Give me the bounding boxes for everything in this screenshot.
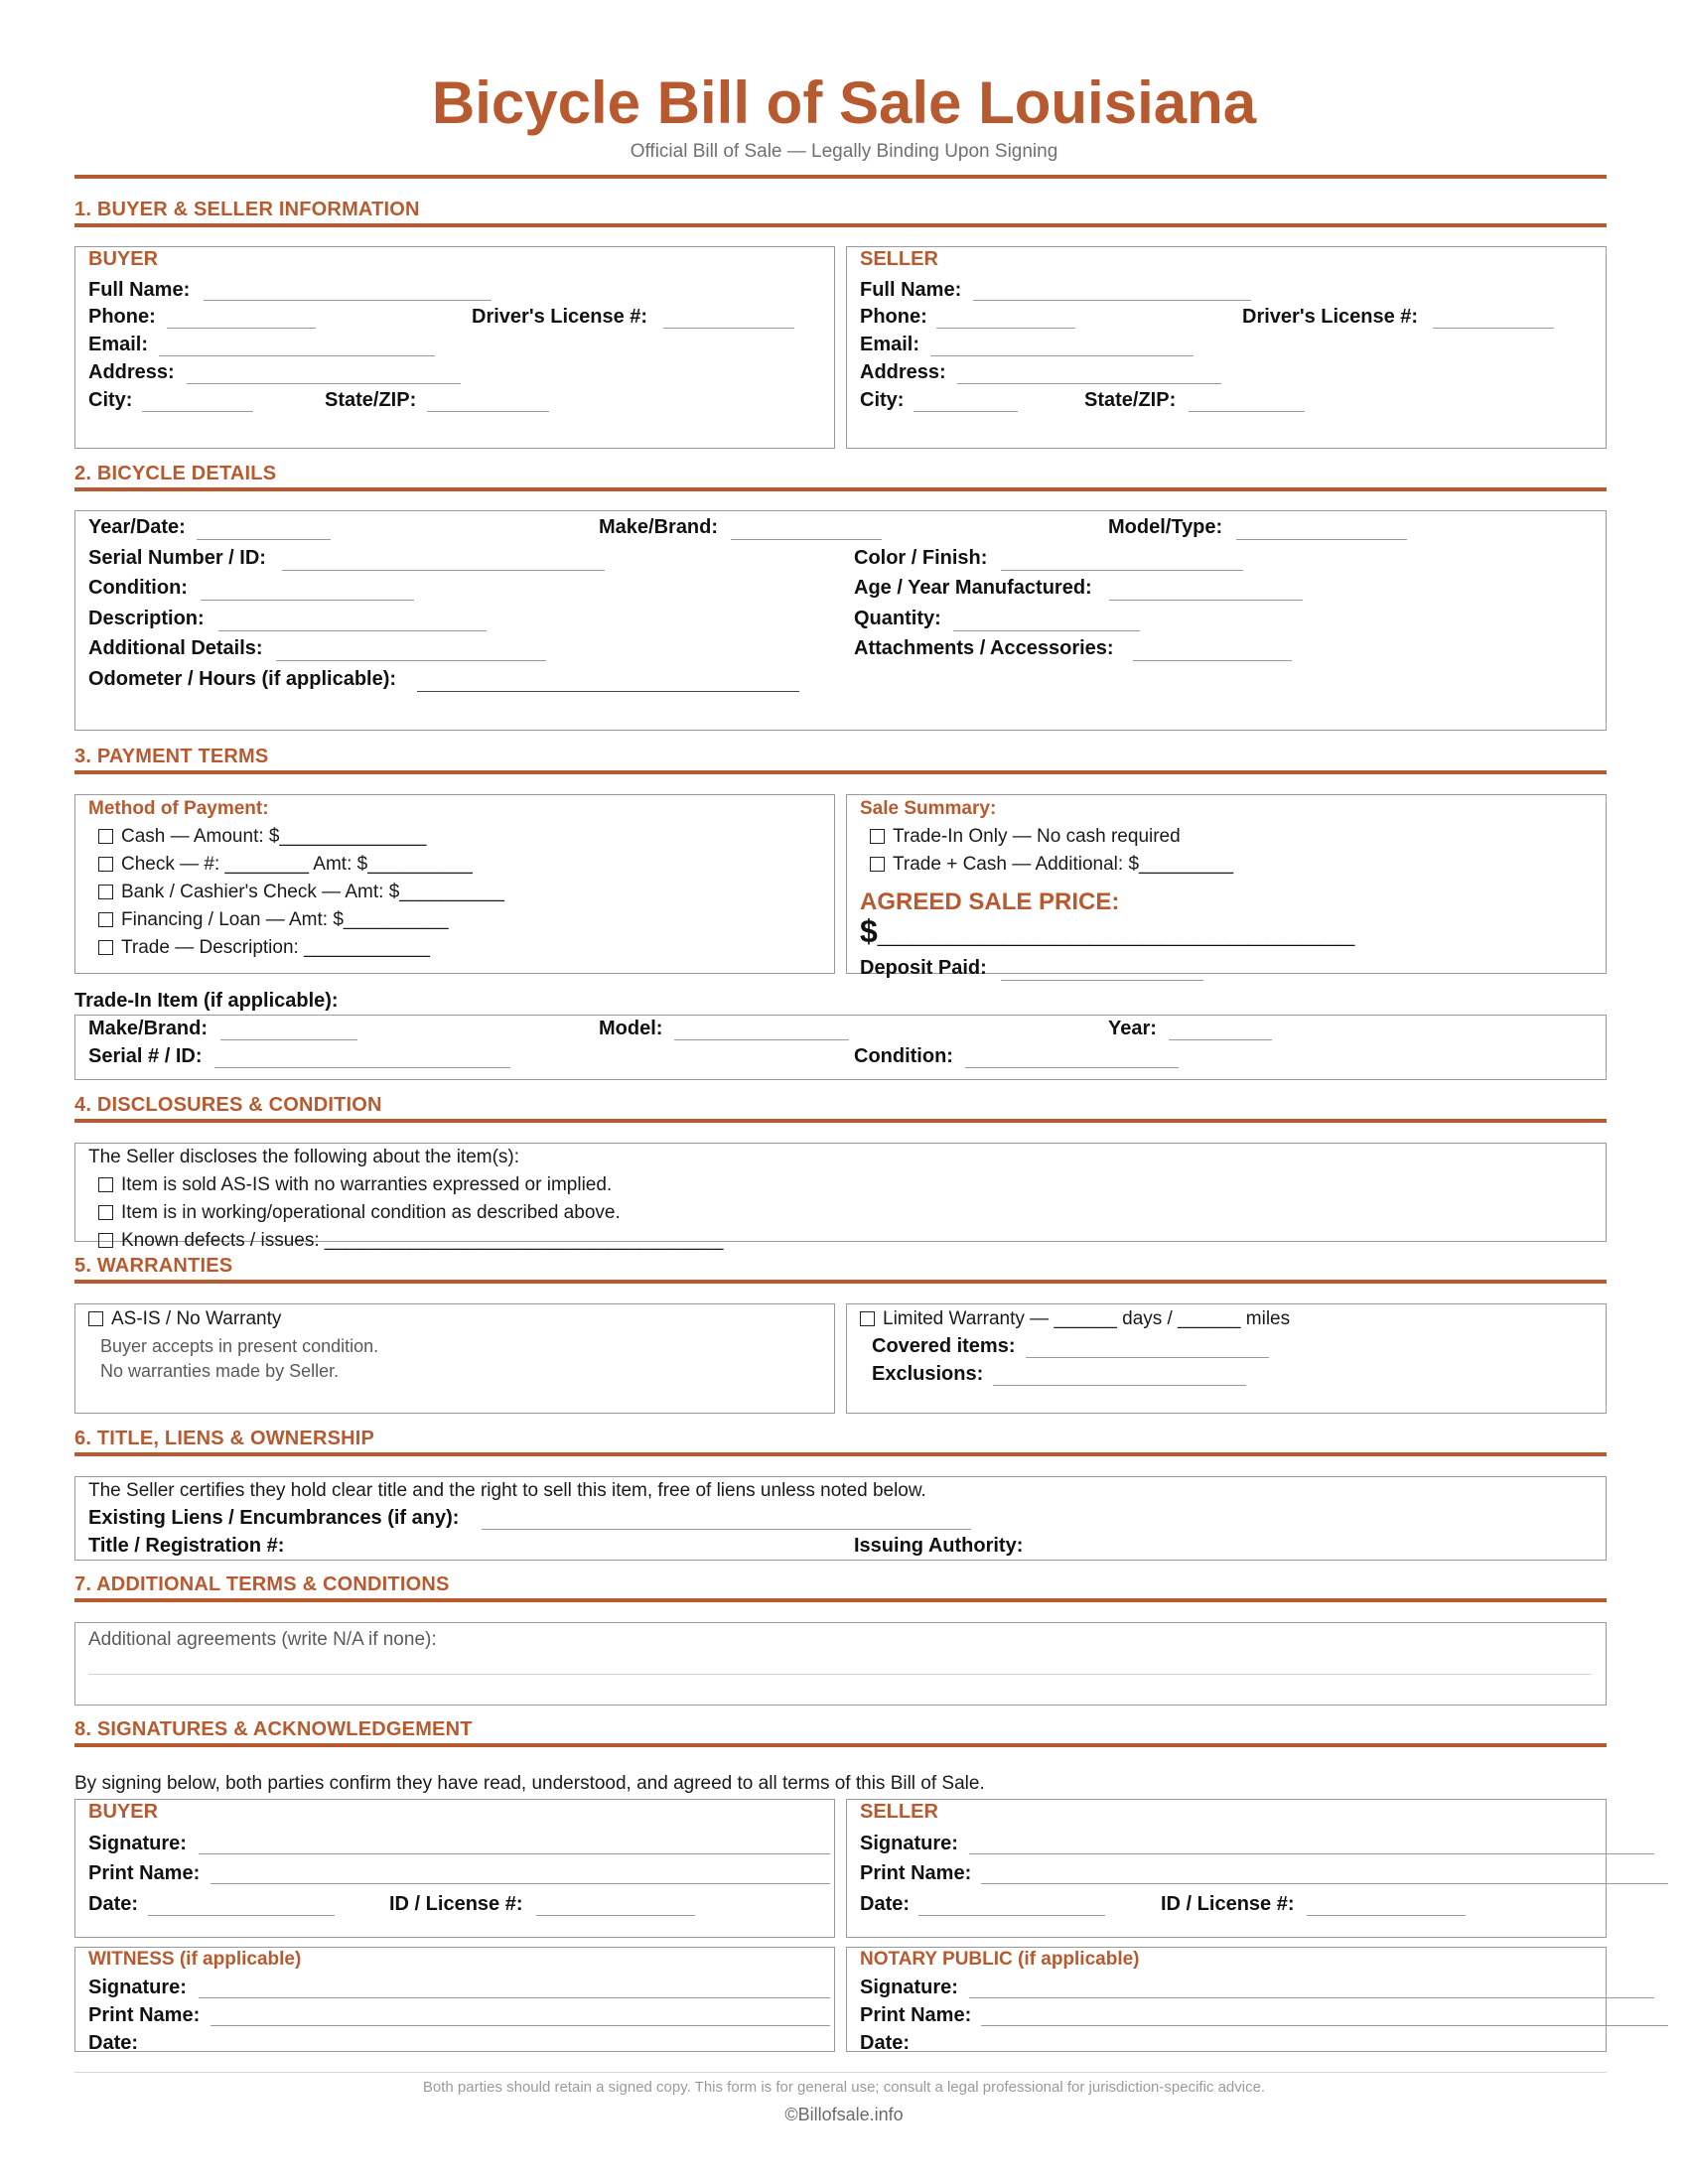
model-type-label: Model/Type: — [1108, 516, 1223, 538]
buyer-full-name-field[interactable] — [204, 300, 492, 301]
working-condition-label: Item is in working/operational condition as described above. — [121, 1202, 621, 1223]
attachments-accessories-field[interactable] — [1133, 660, 1292, 661]
seller-city-field[interactable] — [914, 411, 1018, 412]
notary-date-field[interactable] — [918, 2051, 1105, 2052]
buyer-license-label: Driver's License #: — [472, 306, 648, 328]
check-option-label: Check — #: ________ Amt: $__________ — [121, 854, 473, 875]
trade-plus-cash-label: Trade + Cash — Additional: $_________ — [893, 854, 1234, 875]
trade-in-make-label: Make/Brand: — [88, 1018, 209, 1039]
witness-print-name-field[interactable] — [211, 2025, 830, 2026]
seller-print-name-label: Print Name: — [860, 1862, 972, 1884]
additional-details-label: Additional Details: — [88, 637, 263, 659]
trade-in-model-label: Model: — [599, 1018, 663, 1039]
seller-info-box — [846, 246, 1607, 449]
bank-check-checkbox[interactable] — [98, 885, 113, 899]
make-brand-field[interactable] — [731, 539, 882, 540]
trade-in-year-field[interactable] — [1169, 1039, 1272, 1040]
seller-address-field[interactable] — [957, 383, 1221, 384]
condition-label: Condition: — [88, 577, 188, 599]
seller-id-license-field[interactable] — [1307, 1915, 1466, 1916]
buyer-signature-label: Signature: — [88, 1833, 187, 1854]
buyer-print-name-label: Print Name: — [88, 1862, 201, 1884]
trade-in-model-field[interactable] — [674, 1039, 849, 1040]
cash-checkbox[interactable] — [98, 829, 113, 844]
as-is-warranty-label: AS-IS / No Warranty — [111, 1308, 282, 1329]
as-is-disclosure-label: Item is sold AS-IS with no warranties expressed or implied. — [121, 1174, 613, 1195]
buyer-heading: BUYER — [88, 248, 159, 270]
footer-note: Both parties should retain a signed copy. This form is for general use; consult a legal professional for jurisdiction-specific advice. — [422, 2079, 1266, 2096]
existing-liens-label: Existing Liens / Encumbrances (if any): — [88, 1507, 460, 1529]
buyer-accepts-text: Buyer accepts in present condition. — [100, 1336, 379, 1356]
bicycle-details-box — [74, 510, 1607, 731]
buyer-address-label: Address: — [88, 361, 175, 383]
sale-summary-heading: Sale Summary: — [860, 798, 997, 819]
additional-agreements-field[interactable] — [88, 1674, 1592, 1675]
cash-option[interactable] — [98, 826, 426, 848]
witness-print-name-label: Print Name: — [88, 2004, 201, 2026]
section-3-rule — [74, 770, 1607, 774]
buyer-date-field[interactable] — [148, 1915, 335, 1916]
seller-full-name-field[interactable] — [973, 300, 1251, 301]
trade-in-box — [74, 1015, 1607, 1080]
issuing-authority-label: Issuing Authority: — [854, 1535, 1024, 1557]
trade-in-condition-field[interactable] — [965, 1067, 1179, 1068]
buyer-signature-heading: BUYER — [88, 1801, 159, 1823]
exclusions-field[interactable] — [993, 1385, 1246, 1386]
notary-heading: NOTARY PUBLIC (if applicable) — [860, 1949, 1140, 1970]
as-is-warranty-checkbox[interactable] — [88, 1311, 103, 1326]
agreed-sale-price-heading: AGREED SALE PRICE: — [860, 888, 1120, 915]
section-7-rule — [74, 1598, 1607, 1602]
working-condition-option[interactable] — [98, 1202, 621, 1224]
model-type-field[interactable] — [1236, 539, 1407, 540]
header-divider — [74, 175, 1607, 179]
section-1-rule — [74, 223, 1607, 227]
additional-agreements-prompt: Additional agreements (write N/A if none): — [88, 1629, 437, 1650]
section-2-rule — [74, 487, 1607, 491]
no-warranties-text: No warranties made by Seller. — [100, 1361, 340, 1381]
seller-phone-label: Phone: — [860, 306, 927, 328]
as-is-disclosure-checkbox[interactable] — [98, 1177, 113, 1192]
seller-city-label: City: — [860, 389, 905, 411]
notary-signature-field[interactable] — [969, 1997, 1654, 1998]
age-year-manufactured-label: Age / Year Manufactured: — [854, 577, 1092, 599]
witness-signature-field[interactable] — [199, 1997, 830, 1998]
footer-copyright: ©Billofsale.info — [784, 2105, 904, 2124]
buyer-city-label: City: — [88, 389, 133, 411]
trade-in-only-label: Trade-In Only — No cash required — [893, 826, 1181, 847]
witness-date-field[interactable] — [148, 2051, 335, 2052]
make-brand-label: Make/Brand: — [599, 516, 719, 538]
section-2-title: 2. BICYCLE DETAILS — [74, 463, 277, 484]
payment-method-heading: Method of Payment: — [88, 798, 269, 819]
seller-address-label: Address: — [860, 361, 946, 383]
seller-email-label: Email: — [860, 334, 920, 355]
buyer-id-license-label: ID / License #: — [389, 1893, 523, 1915]
notary-print-name-label: Print Name: — [860, 2004, 972, 2026]
notary-print-name-field[interactable] — [981, 2025, 1668, 2026]
section-6-rule — [74, 1452, 1607, 1456]
clear-title-statement: The Seller certifies they hold clear title and the right to sell this item, free of liens unless noted below. — [88, 1480, 926, 1501]
agreed-sale-price-field[interactable]: $___________________________ — [860, 913, 1355, 949]
serial-number-field[interactable] — [282, 570, 605, 571]
as-is-warranty-option[interactable] — [88, 1308, 281, 1330]
bank-check-option-label: Bank / Cashier's Check — Amt: $__________ — [121, 882, 504, 902]
trade-in-make-field[interactable] — [220, 1039, 357, 1040]
description-field[interactable] — [218, 630, 487, 631]
buyer-date-label: Date: — [88, 1893, 139, 1915]
financing-checkbox[interactable] — [98, 912, 113, 927]
additional-details-field[interactable] — [276, 660, 546, 661]
seller-date-label: Date: — [860, 1893, 911, 1915]
existing-liens-field[interactable] — [482, 1529, 971, 1530]
buyer-id-license-field[interactable] — [536, 1915, 695, 1916]
witness-signature-label: Signature: — [88, 1977, 187, 1998]
seller-id-license-label: ID / License #: — [1161, 1893, 1295, 1915]
section-5-rule — [74, 1280, 1607, 1284]
buyer-address-field[interactable] — [187, 383, 461, 384]
trade-in-only-option[interactable] — [870, 826, 1181, 848]
buyer-state-zip-field[interactable] — [427, 411, 549, 412]
odometer-label: Odometer / Hours (if applicable): — [88, 668, 397, 690]
working-condition-checkbox[interactable] — [98, 1205, 113, 1220]
trade-in-serial-label: Serial # / ID: — [88, 1045, 203, 1067]
buyer-email-label: Email: — [88, 334, 149, 355]
witness-heading: WITNESS (if applicable) — [88, 1949, 302, 1970]
year-date-field[interactable] — [197, 539, 331, 540]
covered-items-label: Covered items: — [872, 1335, 1016, 1357]
trade-plus-cash-option[interactable] — [870, 854, 1233, 876]
section-4-title: 4. DISCLOSURES & CONDITION — [74, 1094, 382, 1116]
limited-warranty-checkbox[interactable] — [860, 1311, 875, 1326]
seller-signature-label: Signature: — [860, 1833, 958, 1854]
buyer-license-field[interactable] — [663, 328, 794, 329]
acknowledgement-statement: By signing below, both parties confirm they have read, understood, and agreed to all terms of this Bill of Sale. — [74, 1773, 985, 1794]
section-4-rule — [74, 1119, 1607, 1123]
seller-print-name-field[interactable] — [981, 1883, 1668, 1884]
section-8-title: 8. SIGNATURES & ACKNOWLEDGEMENT — [74, 1718, 473, 1740]
seller-full-name-label: Full Name: — [860, 279, 962, 301]
seller-state-zip-label: State/ZIP: — [1084, 389, 1177, 411]
document-subtitle: Official Bill of Sale — Legally Binding Upon Signing — [630, 141, 1058, 162]
section-3-title: 3. PAYMENT TERMS — [74, 746, 269, 767]
description-label: Description: — [88, 608, 205, 629]
buyer-print-name-field[interactable] — [211, 1883, 830, 1884]
notary-signature-label: Signature: — [860, 1977, 958, 1998]
trade-option-label: Trade — Description: ____________ — [121, 937, 430, 958]
color-finish-field[interactable] — [1001, 570, 1243, 571]
seller-date-field[interactable] — [918, 1915, 1105, 1916]
as-is-disclosure-option[interactable] — [98, 1174, 612, 1196]
seller-email-field[interactable] — [930, 355, 1194, 356]
section-8-rule — [74, 1743, 1607, 1747]
trade-in-heading: Trade-In Item (if applicable): — [74, 990, 339, 1012]
seller-phone-field[interactable] — [936, 328, 1075, 329]
buyer-email-field[interactable] — [159, 355, 435, 356]
buyer-info-box — [74, 246, 835, 449]
document-title: Bicycle Bill of Sale Louisiana — [431, 69, 1257, 136]
known-defects-option[interactable] — [98, 1230, 723, 1252]
bank-check-option[interactable] — [98, 882, 504, 903]
trade-in-only-checkbox[interactable] — [870, 829, 885, 844]
seller-license-label: Driver's License #: — [1242, 306, 1419, 328]
seller-license-field[interactable] — [1433, 328, 1554, 329]
buyer-city-field[interactable] — [142, 411, 253, 412]
quantity-label: Quantity: — [854, 608, 941, 629]
notary-date-label: Date: — [860, 2032, 911, 2054]
section-6-title: 6. TITLE, LIENS & OWNERSHIP — [74, 1428, 375, 1449]
disclosures-intro: The Seller discloses the following about the item(s): — [88, 1147, 520, 1167]
trade-in-serial-field[interactable] — [214, 1067, 510, 1068]
buyer-full-name-label: Full Name: — [88, 279, 191, 301]
witness-date-label: Date: — [88, 2032, 139, 2054]
seller-state-zip-field[interactable] — [1189, 411, 1305, 412]
condition-field[interactable] — [201, 600, 414, 601]
seller-signature-heading: SELLER — [860, 1801, 938, 1823]
buyer-signature-field[interactable] — [199, 1853, 830, 1854]
buyer-phone-field[interactable] — [167, 328, 316, 329]
limited-warranty-label: Limited Warranty — ______ days / ______ miles — [883, 1308, 1291, 1329]
section-5-title: 5. WARRANTIES — [74, 1255, 233, 1277]
known-defects-label: Known defects / issues: ______________________________________ — [121, 1230, 724, 1251]
attachments-accessories-label: Attachments / Accessories: — [854, 637, 1114, 659]
check-checkbox[interactable] — [98, 857, 113, 872]
title-registration-label: Title / Registration #: — [88, 1535, 285, 1557]
seller-heading: SELLER — [860, 248, 938, 270]
financing-option-label: Financing / Loan — Amt: $__________ — [121, 909, 449, 930]
exclusions-label: Exclusions: — [872, 1363, 984, 1385]
check-option[interactable] — [98, 854, 473, 876]
trade-in-condition-label: Condition: — [854, 1045, 953, 1067]
year-date-label: Year/Date: — [88, 516, 186, 538]
buyer-phone-label: Phone: — [88, 306, 156, 328]
deposit-paid-label: Deposit Paid: — [860, 957, 987, 979]
section-7-title: 7. ADDITIONAL TERMS & CONDITIONS — [74, 1573, 450, 1595]
trade-plus-cash-checkbox[interactable] — [870, 857, 885, 872]
limited-warranty-option[interactable] — [860, 1308, 1290, 1330]
odometer-field[interactable] — [417, 691, 799, 692]
covered-items-field[interactable] — [1026, 1357, 1269, 1358]
color-finish-label: Color / Finish: — [854, 547, 988, 569]
trade-checkbox[interactable] — [98, 940, 113, 955]
deposit-paid-field[interactable] — [1001, 980, 1203, 981]
age-year-manufactured-field[interactable] — [1109, 600, 1303, 601]
financing-option[interactable] — [98, 909, 449, 931]
cash-option-label: Cash — Amount: $______________ — [121, 826, 427, 847]
trade-in-year-label: Year: — [1108, 1018, 1157, 1039]
trade-option[interactable] — [98, 937, 430, 959]
seller-signature-field[interactable] — [969, 1853, 1654, 1854]
footer-divider — [74, 2072, 1607, 2073]
known-defects-checkbox[interactable] — [98, 1233, 113, 1248]
quantity-field[interactable] — [953, 630, 1140, 631]
section-1-title: 1. BUYER & SELLER INFORMATION — [74, 199, 420, 220]
serial-number-label: Serial Number / ID: — [88, 547, 266, 569]
buyer-state-zip-label: State/ZIP: — [325, 389, 417, 411]
